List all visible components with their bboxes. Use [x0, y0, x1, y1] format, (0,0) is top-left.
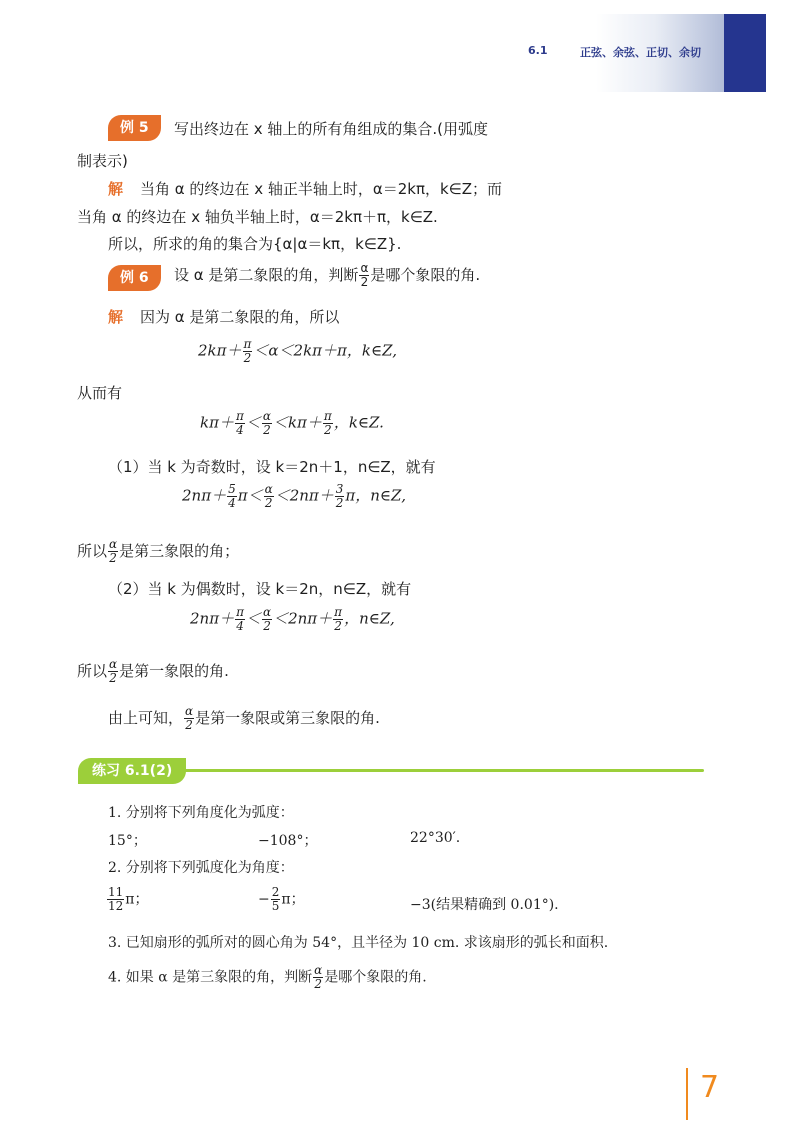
page-number: 7: [700, 1070, 720, 1105]
fraction: [359, 262, 369, 289]
equation-text: ，k∈Z.: [333, 413, 384, 432]
equation-text: π＜: [237, 486, 263, 505]
fraction-numerator: α: [262, 409, 271, 423]
exercise-text: π；: [125, 891, 149, 908]
fraction-numerator: α: [109, 537, 118, 551]
exercise-header: [78, 758, 704, 784]
fraction-numerator: 2: [271, 885, 280, 899]
fraction-numerator: π: [235, 409, 244, 423]
equation-text: ＜kπ＋: [272, 413, 322, 432]
example-6-tag: 例 6: [108, 265, 161, 291]
exercise-text: 4. 如果 α 是第三象限的角，判断: [108, 969, 313, 986]
fraction: [108, 658, 118, 685]
case-2-conclusion: [77, 658, 229, 685]
fraction: [335, 483, 345, 510]
thus-text: 从而有: [77, 384, 123, 402]
example-5-solution-line3: 所以，所求的角的集合为{α|α＝kπ，k∈Z}.: [108, 235, 402, 253]
equation-text: ＜α＜2kπ＋π，k∈Z,: [253, 341, 397, 360]
fraction-numerator: α: [314, 963, 323, 977]
fraction: [184, 705, 194, 732]
fraction-denominator: 2: [185, 718, 193, 732]
fraction-numerator: α: [264, 482, 273, 496]
exercise-q1-b: −108°；: [258, 833, 318, 849]
exercise-q2-c: −3(结果精确到 0.01°).: [410, 897, 559, 913]
conclusion-text: 是第三象限的角；: [119, 542, 240, 560]
fraction-denominator: 2: [360, 275, 369, 289]
example-5-tag: 例 5: [108, 115, 161, 141]
case-1-text: （1）当 k 为奇数时，设 k＝2n＋1，n∈Z，就有: [108, 458, 436, 476]
fraction: [107, 886, 124, 913]
fraction-denominator: 2: [263, 619, 271, 633]
exercise-q4: [108, 964, 427, 991]
fraction: [323, 410, 333, 437]
section-number: 6.1: [528, 44, 548, 57]
fraction: [243, 338, 253, 365]
equation-text: kπ＋: [200, 413, 234, 432]
fraction-denominator: 4: [236, 423, 244, 437]
example-6-solution-label: 解: [108, 308, 124, 326]
fraction: [264, 483, 274, 510]
fraction: [227, 483, 237, 510]
equation-3: [182, 483, 406, 510]
fraction-denominator: 2: [334, 619, 342, 633]
equation-text: π，n∈Z,: [345, 486, 406, 505]
exercise-header-rule: [178, 769, 704, 772]
exercise-q1: 1. 分别将下列角度化为弧度：: [108, 805, 294, 821]
fraction-numerator: α: [360, 261, 369, 275]
exercise-title: 练习 6.1(2): [78, 758, 186, 784]
fraction-denominator: 12: [108, 899, 124, 913]
exercise-text: −: [258, 891, 270, 908]
exercise-q2-a: [106, 886, 148, 913]
exercise-text: π；: [281, 891, 305, 908]
conclusion-text: 所以: [77, 662, 108, 680]
exercise-q1-c: 22°30′.: [410, 830, 461, 846]
equation-text: ＜: [245, 609, 261, 628]
case-2-text: （2）当 k 为偶数时，设 k＝2n，n∈Z，就有: [108, 580, 412, 598]
fraction-denominator: 4: [228, 496, 236, 510]
example-5-solution-line1: 当角 α 的终边在 x 轴正半轴上时，α＝2kπ，k∈Z；而: [140, 180, 503, 198]
page-number-rule: [686, 1068, 688, 1120]
fraction-numerator: 5: [228, 482, 236, 496]
final-conclusion: [108, 705, 380, 732]
equation-1: [198, 338, 397, 365]
example-6-solution-intro: 因为 α 是第二象限的角，所以: [140, 308, 340, 326]
fraction-denominator: 2: [243, 351, 252, 365]
equation-text: 2nπ＋: [190, 609, 235, 628]
equation-text: ＜: [245, 413, 261, 432]
exercise-text: 是哪个象限的角.: [324, 969, 427, 986]
fraction: [271, 886, 281, 913]
exercise-q2: 2. 分别将下列弧度化为角度：: [108, 860, 294, 876]
fraction-denominator: 2: [263, 423, 271, 437]
fraction: [262, 410, 272, 437]
fraction: [108, 538, 118, 565]
equation-text: ＜2nπ＋: [273, 609, 333, 628]
case-1-conclusion: [77, 538, 239, 565]
example-5-solution-line2: 当角 α 的终边在 x 轴负半轴上时，α＝2kπ＋π，k∈Z.: [77, 208, 438, 226]
equation-text: ，n∈Z,: [344, 609, 395, 628]
exercise-q3: 3. 已知扇形的弧所对的圆心角为 54°，且半径为 10 cm. 求该扇形的弧长和面积.: [108, 935, 609, 951]
fraction-numerator: α: [185, 704, 194, 718]
equation-text: 2kπ＋: [198, 341, 242, 360]
fraction-denominator: 2: [264, 496, 273, 510]
question-text: 设 α 是第二象限的角，判断: [174, 266, 359, 284]
equation-4: [190, 606, 395, 633]
equation-text: 2nπ＋: [182, 486, 227, 505]
fraction: [313, 964, 323, 991]
fraction-denominator: 4: [236, 619, 244, 633]
equation-2: [200, 410, 384, 437]
fraction: [262, 606, 272, 633]
fraction-denominator: 2: [335, 496, 344, 510]
conclusion-text: 是第一象限的角.: [119, 662, 229, 680]
fraction-numerator: π: [236, 605, 244, 619]
fraction: [235, 606, 245, 633]
fraction: [333, 606, 343, 633]
fraction-numerator: π: [243, 337, 252, 351]
fraction-denominator: 5: [271, 899, 280, 913]
example-5-question-line1: 写出终边在 x 轴上的所有角组成的集合.(用弧度: [174, 120, 489, 138]
example-6-question: [174, 262, 480, 289]
fraction-numerator: α: [109, 657, 118, 671]
section-title: 正弦、余弦、正切、余切: [580, 46, 701, 59]
fraction-denominator: 2: [109, 671, 117, 685]
fraction-denominator: 2: [314, 977, 323, 991]
fraction-denominator: 2: [324, 423, 332, 437]
header-color-block: [724, 14, 766, 92]
fraction-numerator: 11: [108, 885, 124, 899]
example-5-question-line2: 制表示): [77, 152, 128, 170]
exercise-q2-b: [258, 886, 305, 913]
exercise-q1-a: 15°；: [108, 833, 147, 849]
fraction-numerator: 3: [335, 482, 344, 496]
fraction-denominator: 2: [109, 551, 117, 565]
conclusion-text: 所以: [77, 542, 108, 560]
question-text: 是哪个象限的角.: [370, 266, 481, 284]
conclusion-text: 是第一象限或第三象限的角.: [195, 709, 380, 727]
fraction: [235, 410, 245, 437]
fraction-numerator: α: [262, 605, 272, 619]
conclusion-text: 由上可知，: [108, 709, 184, 727]
example-5-solution-label: 解: [108, 180, 124, 198]
fraction-numerator: π: [323, 409, 332, 423]
equation-text: ＜2nπ＋: [274, 486, 334, 505]
fraction-numerator: π: [334, 605, 343, 619]
